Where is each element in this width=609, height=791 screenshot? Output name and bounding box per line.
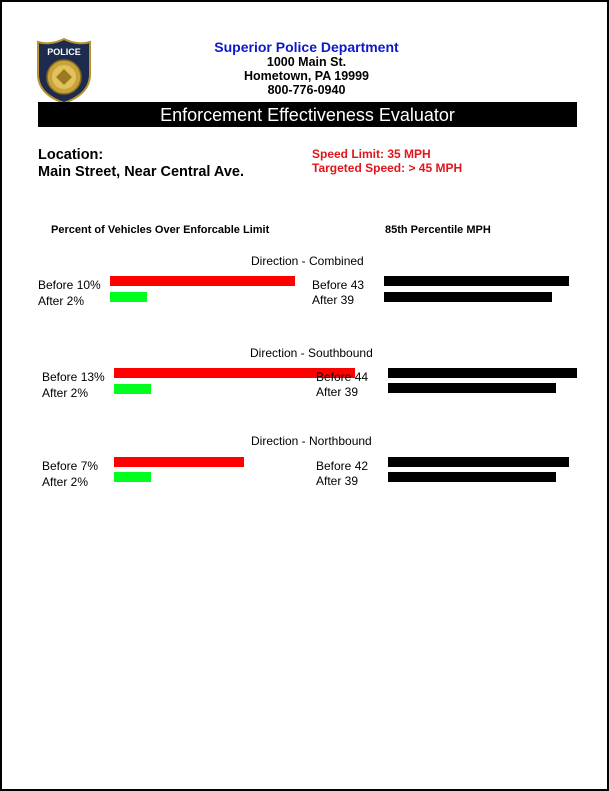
targeted-speed: Targeted Speed: > 45 MPH xyxy=(312,161,463,175)
pct-before-label: Before 7% xyxy=(42,459,99,473)
department-phone: 800-776-0940 xyxy=(267,83,346,97)
pct-after-bar xyxy=(114,384,151,394)
mph-after-bar xyxy=(388,383,556,393)
location-label: Location: xyxy=(38,147,104,163)
pct-after-bar xyxy=(114,472,151,482)
direction-title: Direction - Southbound xyxy=(250,346,373,360)
department-address: 1000 Main St. xyxy=(266,55,347,69)
pct-after-label: After 2% xyxy=(42,475,89,489)
badge-text: POLICE xyxy=(47,47,81,57)
percent-column-header: Percent of Vehicles Over Enforcable Limit xyxy=(51,224,270,236)
mph-after-label: After 39 xyxy=(316,474,359,488)
pct-before-label: Before 10% xyxy=(38,278,101,292)
department-name: Superior Police Department xyxy=(214,39,399,55)
speed-limit: Speed Limit: 35 MPH xyxy=(312,147,431,161)
mph-after-bar xyxy=(384,292,552,302)
direction-title: Direction - Combined xyxy=(251,254,364,268)
pct-after-bar xyxy=(110,292,147,302)
mph-before-label: Before 42 xyxy=(316,459,369,473)
percentile-column-header: 85th Percentile MPH xyxy=(385,224,491,236)
location-value: Main Street, Near Central Ave. xyxy=(38,164,245,180)
mph-before-label: Before 44 xyxy=(316,370,369,384)
mph-after-label: After 39 xyxy=(312,293,355,307)
pct-before-bar xyxy=(114,457,244,467)
mph-before-label: Before 43 xyxy=(312,278,365,292)
mph-after-label: After 39 xyxy=(316,385,359,399)
mph-after-bar xyxy=(388,472,556,482)
pct-before-bar xyxy=(110,276,295,286)
report-title: Enforcement Effectiveness Evaluator xyxy=(38,102,577,127)
pct-after-label: After 2% xyxy=(42,386,89,400)
mph-before-bar xyxy=(384,276,569,286)
department-city: Hometown, PA 19999 xyxy=(243,69,370,83)
mph-before-bar xyxy=(388,368,577,378)
pct-after-label: After 2% xyxy=(38,294,85,308)
direction-title: Direction - Northbound xyxy=(251,434,372,448)
pct-before-label: Before 13% xyxy=(42,370,105,384)
mph-before-bar xyxy=(388,457,569,467)
